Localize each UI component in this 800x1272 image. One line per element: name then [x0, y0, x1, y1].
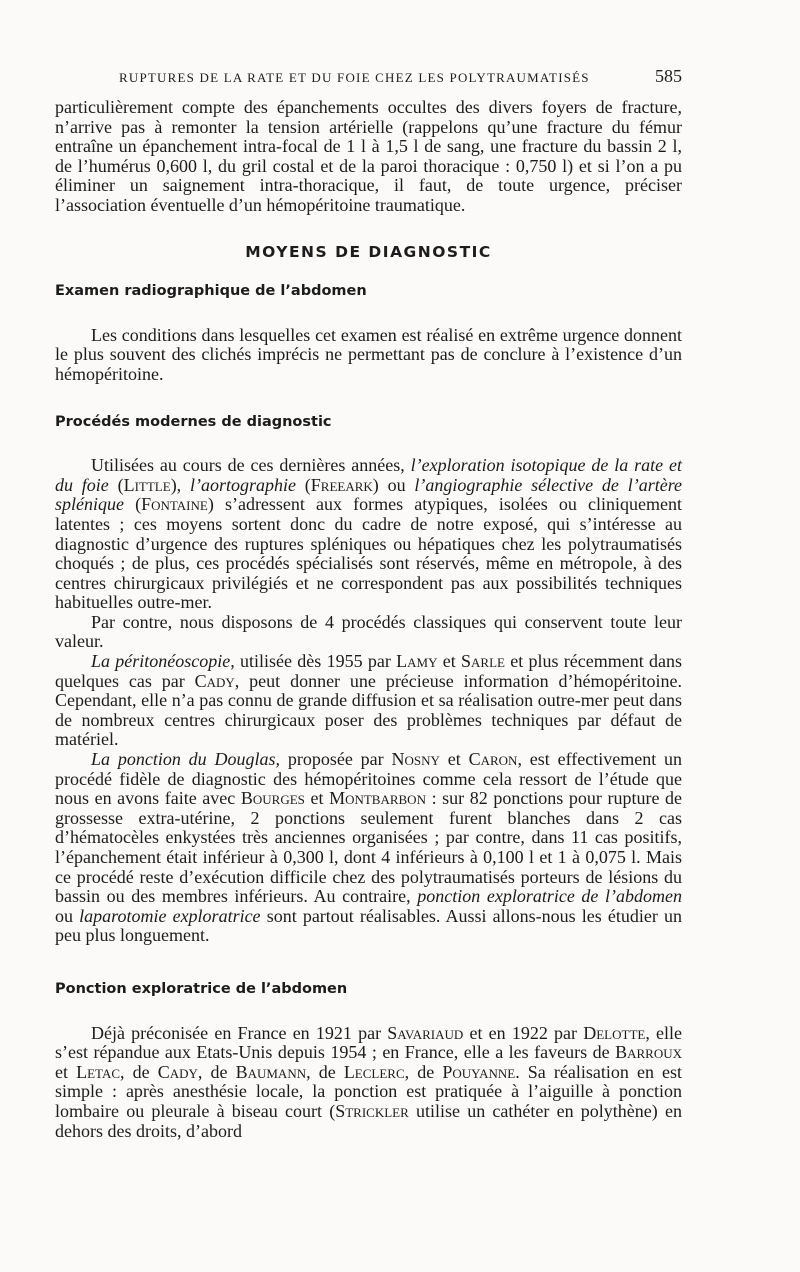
- author-name: Barroux: [615, 1042, 682, 1063]
- running-title: RUPTURES DE LA RATE ET DU FOIE CHEZ LES POLYTRAUMATISÉS: [119, 70, 590, 85]
- author-name: Bourges: [240, 788, 305, 809]
- paragraph-peritoneoscopy: La péritonéoscopie, utilisée dès 1955 par Lamy et Sarle et plus récemment dans quelques cas par Cady, peut donner une précieuse information d’hémopéritoine. Cependant, elle n’a pas connu de grande diffusion et sa réalisation outre-mer peut dans de nombreux centres chirurgicaux poser des problèmes techniques par défaut de matériel.: [55, 651, 683, 750]
- author-name: Baumann: [235, 1061, 307, 1082]
- paragraph-radiography: Les conditions dans lesquelles cet examen est réalisé en extrême urgence donnent le plus souvent des clichés imprécis ne permettant pas de conclure à l’existence d’un hémopéritoine.: [55, 324, 682, 384]
- author-name: Montbarbon: [329, 788, 426, 809]
- author-name: Nosny: [391, 749, 440, 770]
- paragraph-abdominal-puncture: Déjà préconisée en France en 1921 par Savariaud et en 1922 par Delotte, elle s’est répandue aux Etats-Unis depuis 1954 ; en France, elle a les faveurs de Barroux et Letac, de Cady, de Baumann, de Leclerc, de Pouyanne. Sa réalisation en est simple : après anesthésie locale, la ponction est pratiquée à l’aiguille à ponction lombaire ou pleurale à biseau court (Strickler utilise un cathéter en polythène) en dehors des droits, d’abord: [55, 1022, 683, 1141]
- subsection-title-radiography: Examen radiographique de l’abdomen: [55, 283, 367, 300]
- paragraph-classic-methods: Par contre, nous disposons de 4 procédés classiques qui conservent toute leur valeur.: [55, 611, 682, 652]
- paragraph-douglas-puncture: La ponction du Douglas, proposée par Nosny et Caron, est effectivement un procédé fidèle de diagnostic des hémopéritoines comme cela ressort de l’étude que nous en avons faite avec Bourges et Montbarbon : sur 82 ponctions pour rupture de grossesse extra-utérine, 2 ponctions seulement furent blanches dans 2 cas d’hématocèles enkystées très anciennes organisées ; par contre, dans 11 cas positifs, l’épanchement était inférieur à 0,300 l, dont 4 inférieurs à 0,100 l et 1 à 0,075 l. Mais ce procédé reste d’exécution difficile chez des polytraumatisés porteurs de lésions du bassin ou des membres inférieurs. Au contraire, ponction exploratrice de l’abdomen ou laparotomie exploratrice sont partout réalisables. Aussi allons-nous les étudier un peu plus longuement.: [55, 749, 683, 946]
- author-name: Fontaine: [141, 494, 208, 515]
- author-name: Delotte: [583, 1022, 646, 1043]
- subsection-title-abdominal-puncture: Ponction exploratrice de l’abdomen: [55, 980, 348, 997]
- author-name: Cady: [157, 1061, 198, 1082]
- author-name: Strickler: [335, 1100, 409, 1121]
- author-name: Letac: [76, 1061, 121, 1082]
- author-name: Little: [123, 474, 171, 495]
- author-name: Freeark: [310, 474, 373, 495]
- subsection-title-modern-methods: Procédés modernes de diagnostic: [55, 413, 332, 430]
- body-text: [55, 98, 682, 1141]
- author-name: Sarle: [461, 651, 505, 672]
- running-header: [55, 66, 682, 87]
- paragraph-continued: particulièrement compte des épanchements occultes des divers foyers de fracture, n’arrive pas à remonter la tension artérielle (rappelons qu’une fracture du fémur entraîne un épanchement intra-focal de 1 l à 1,5 l de sang, une fracture du bassin 2 l, de l’humérus 0,600 l, du gril costal et de la paroi thoracique : 0,750 l) et si l’on a pu éliminer un saignement intra-thoracique, il faut, de toute urgence, préciser l’association éventuelle d’un hémopéritoine traumatique.: [55, 97, 682, 215]
- author-name: Pouyanne: [442, 1061, 516, 1082]
- author-name: Cady: [194, 670, 235, 691]
- author-name: Caron: [468, 749, 518, 770]
- page-number: 585: [655, 66, 682, 86]
- section-title: MOYENS DE DIAGNOSTIC: [245, 242, 492, 261]
- author-name: Lamy: [396, 651, 438, 672]
- author-name: Leclerc: [343, 1061, 405, 1082]
- author-name: Savariaud: [387, 1022, 464, 1043]
- paragraph-modern-methods: Utilisées au cours de ces dernières années, l’exploration isotopique de la rate et du foie (Little), l’aortographie (Freeark) ou l’angiographie sélective de l’artère splénique (Fontaine) s’adressent aux formes atypiques, isolées ou cliniquement latentes ; ces moyens sortent donc du cadre de notre exposé, qui s’intéresse au diagnostic d’urgence des ruptures spléniques ou hépatiques chez les polytraumatisés choqués ; de plus, ces procédés spécialisés sont réservés, même en métropole, à des centres chirurgicaux privilégiés et ne correspondent pas aux possibilités techniques habituelles outre-mer.: [55, 455, 683, 613]
